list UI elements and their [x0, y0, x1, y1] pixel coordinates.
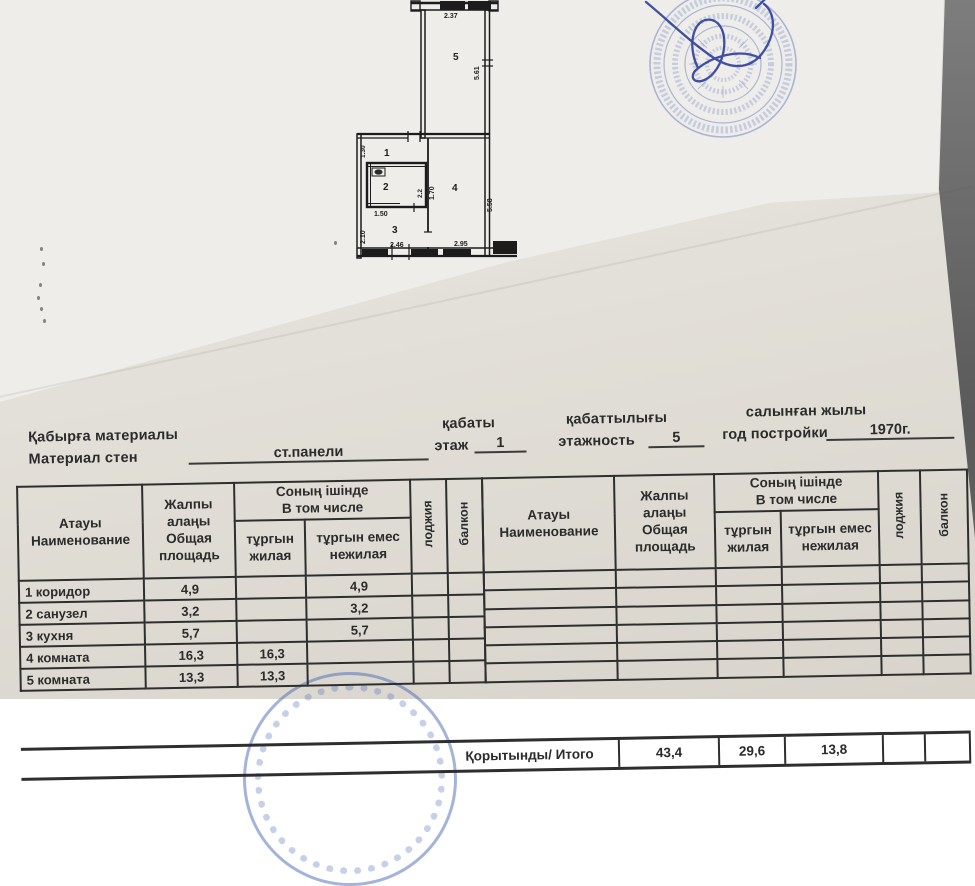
dim-room3-height: 2.10	[360, 230, 367, 244]
dim-room5-height: 5.61	[474, 66, 481, 80]
wall-fill	[362, 249, 388, 255]
totals-spacer	[21, 743, 441, 778]
wall	[421, 10, 425, 138]
round-seal-stamp	[628, 0, 813, 157]
totals-loggia	[882, 734, 924, 762]
wall-fill	[493, 241, 517, 254]
floor-label-kz: қабаты	[441, 415, 496, 433]
wall-fill	[443, 249, 471, 255]
wall-fill	[468, 1, 491, 10]
wall-fill	[440, 1, 465, 10]
storeys-label-ru: этажность	[558, 432, 636, 450]
paper-speck	[334, 241, 337, 245]
col-header-loggia: лоджия	[878, 470, 922, 565]
dim-room1-height: 1.30	[360, 145, 367, 158]
col-header-nonliving: тұргын емес нежилая	[305, 518, 412, 576]
data-section	[10, 402, 974, 764]
totals-living: 29,6	[718, 737, 784, 765]
storeys-value: 5	[648, 429, 704, 448]
dim-top-width: 2.37	[444, 13, 458, 20]
col-header-balcony: балкон	[920, 469, 969, 564]
totals-balcony	[924, 733, 971, 761]
year-label-kz: салынған жылы	[745, 402, 867, 421]
signature	[646, 0, 786, 81]
room-label-3: 3	[392, 225, 398, 236]
col-header-living: тұргын жилая	[715, 511, 782, 568]
wall-material-value: ст.панели	[188, 442, 428, 464]
year-label-ru: год постройки	[722, 425, 829, 443]
totals-label: Қорытынды/ Итого	[465, 746, 594, 764]
year-value: 1970г.	[826, 421, 954, 441]
col-header-nonliving: тұргын емес нежилая	[781, 509, 880, 567]
col-header-name: Атауы Наименование	[482, 476, 616, 572]
paper-speck	[40, 247, 43, 251]
room-label-5: 5	[453, 52, 459, 63]
col-header-loggia: лоджия	[410, 479, 448, 574]
col-header-including: Соның ішінде В том числе	[714, 471, 879, 512]
paper-speck	[43, 319, 46, 323]
col-header-including: Соның ішінде В том числе	[234, 480, 411, 521]
room-label-1: 1	[384, 148, 390, 159]
wall-fill	[411, 249, 438, 255]
floor-plan-drawing	[348, 0, 520, 266]
dim-room2-height: 1.70	[429, 186, 436, 200]
col-header-living: тұргын жилая	[235, 520, 306, 577]
table-row: 3 кухня 5,7 5,7	[20, 616, 485, 647]
col-header-balcony: балкон	[446, 478, 484, 573]
dim-room2-width: 2.2	[417, 188, 424, 198]
area-table-left	[16, 477, 487, 692]
paper-speck	[42, 262, 45, 266]
table-row: 5 комната 13,3 13,3	[20, 660, 485, 691]
totals-total-area: 43,4	[618, 738, 718, 767]
table-row: 1 коридор 4,9 4,9	[19, 572, 484, 603]
col-header-name: Атауы Наименование	[17, 485, 144, 581]
room-label-4: 4	[452, 183, 458, 194]
wall-material-label-kz: Қабырға материалы	[28, 426, 179, 446]
table-row: 2 санузел 3,2 3,2	[19, 594, 484, 625]
col-header-total-area: Жалпы алаңы Общая площадь	[614, 474, 716, 570]
dim-room4-height: 5.58	[487, 198, 494, 212]
totals-nonliving: 13,8	[784, 735, 882, 764]
floor-value: 1	[474, 435, 526, 454]
dim-room2-bottom: 1.50	[374, 211, 388, 218]
wall-material-label-ru: Материал стен	[28, 449, 138, 468]
area-table	[16, 468, 966, 764]
paper-speck	[40, 307, 43, 311]
storeys-label-kz: қабаттылығы	[565, 409, 668, 428]
dim-room3-width: 2.46	[390, 242, 404, 249]
area-table-right	[481, 468, 972, 683]
bathroom-walls	[367, 163, 426, 207]
col-header-total-area: Жалпы алаңы Общая площадь	[142, 483, 236, 579]
dim-room4-width: 2.95	[454, 241, 468, 248]
totals-row	[21, 730, 971, 780]
floor-label-ru: этаж	[434, 437, 469, 455]
paper-speck	[39, 283, 42, 287]
sink-basin-icon	[375, 169, 383, 174]
room-label-2: 2	[383, 182, 389, 193]
table-row: 4 комната 16,3 16,3	[20, 638, 485, 669]
paper-speck	[37, 296, 40, 300]
